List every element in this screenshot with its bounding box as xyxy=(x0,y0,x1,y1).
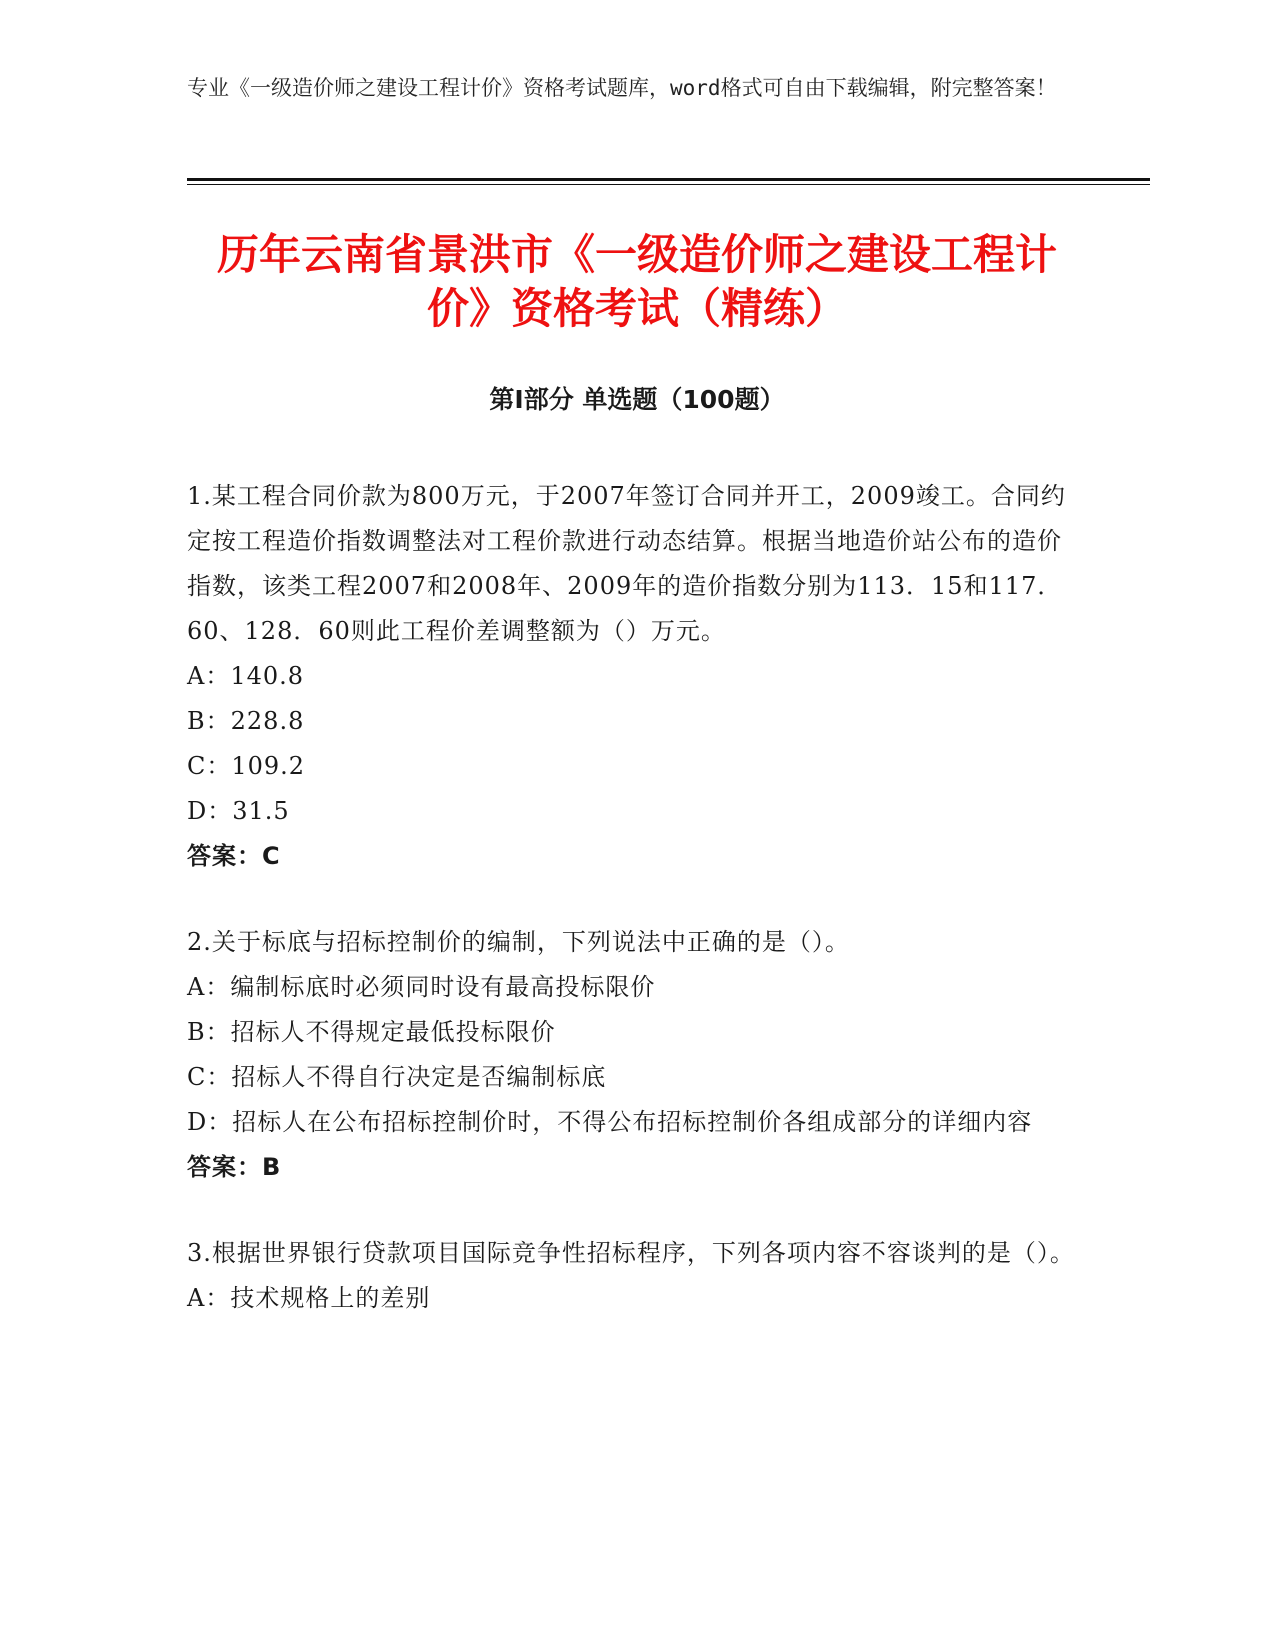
section-title: 第Ⅰ部分 单选题（100题） xyxy=(489,385,785,414)
option-d: D：招标人在公布招标控制价时，不得公布招标控制价各组成部分的详细内容 xyxy=(187,1108,1033,1136)
document-title: 历年云南省景洪市《一级造价师之建设工程计价》资格考试（精练） xyxy=(216,230,1057,333)
option-c: C：招标人不得自行决定是否编制标底 xyxy=(187,1063,607,1091)
option-b: B：招标人不得规定最低投标限价 xyxy=(187,1018,556,1046)
question-1 xyxy=(187,474,1077,879)
header-rule-thin xyxy=(187,184,1150,185)
option-d: D：31.5 xyxy=(187,797,290,825)
header-rule-thick xyxy=(187,178,1150,181)
option-a: A：技术规格上的差别 xyxy=(187,1284,431,1312)
answer: 答案：B xyxy=(187,1153,282,1181)
question-3 xyxy=(187,1231,1077,1321)
option-a: A：140.8 xyxy=(187,662,305,690)
question-text: 2.关于标底与招标控制价的编制，下列说法中正确的是（）。 xyxy=(187,928,850,956)
question-text: 1.某工程合同价款为800万元，于2007年签订合同并开工，2009竣工。合同约定按工程造价指数调整法对工程价款进行动态结算。根据当地造价站公布的造价指数，该类工程2007和2008年、2009年的造价指数分别为113．15和117．60、128．60则此工程价差调整额为（）万元。 xyxy=(187,482,1066,645)
question-2 xyxy=(187,920,1077,1190)
option-a: A：编制标底时必须同时设有最高投标限价 xyxy=(187,973,656,1001)
answer: 答案：C xyxy=(187,842,281,870)
option-b: B：228.8 xyxy=(187,707,305,735)
question-text: 3.根据世界银行贷款项目国际竞争性招标程序，下列各项内容不容谈判的是（）。 xyxy=(187,1239,1075,1267)
header-note: 专业《一级造价师之建设工程计价》资格考试题库，word格式可自由下载编辑，附完整答案！ xyxy=(187,76,1057,100)
option-c: C：109.2 xyxy=(187,752,306,780)
question-list xyxy=(187,474,1077,1362)
